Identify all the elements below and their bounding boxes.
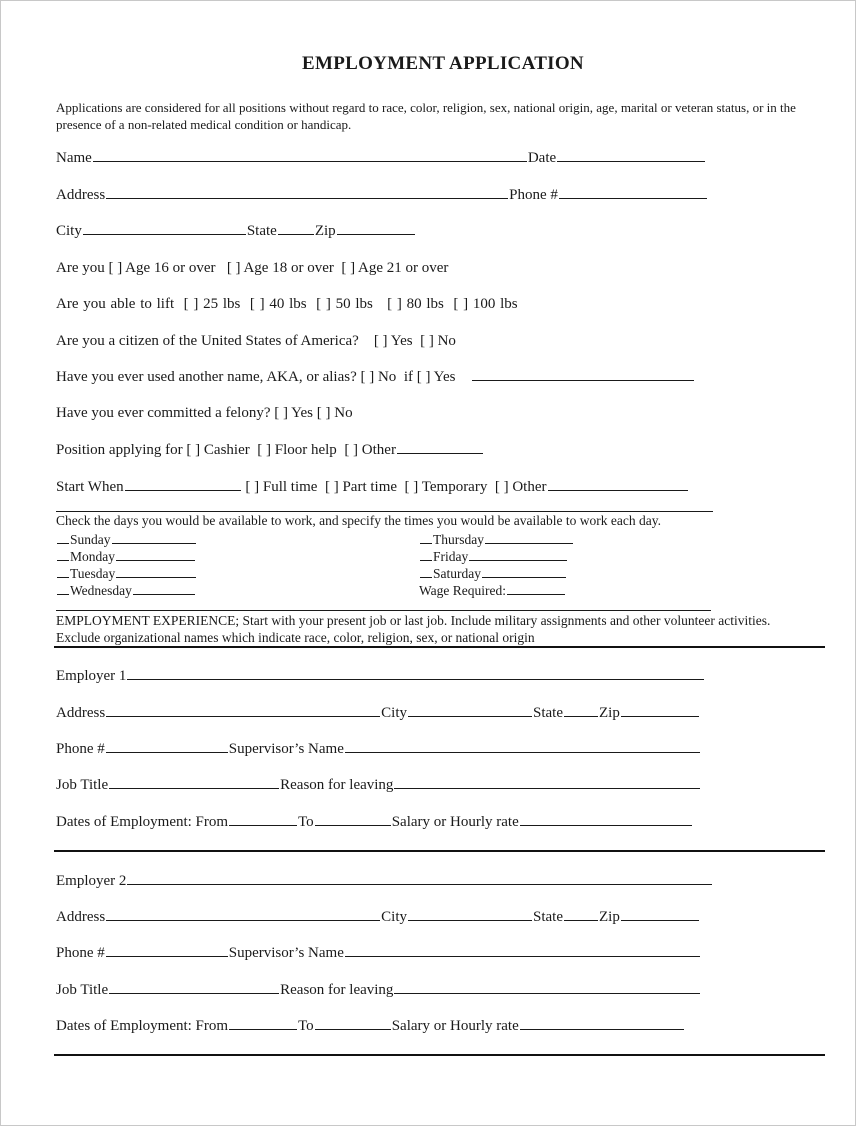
date-label: Date [527, 150, 557, 166]
section-divider [54, 850, 825, 852]
thursday-label: Thursday [433, 532, 484, 547]
employer1-reason-label: Reason for leaving [280, 777, 394, 793]
employer2-address-field[interactable] [106, 907, 380, 921]
employer2-address-label: Address [56, 909, 106, 925]
employer2-state-field[interactable] [564, 907, 598, 921]
employer1-address-label: Address [56, 705, 106, 721]
monday-label: Monday [70, 549, 115, 564]
start-date-field[interactable] [125, 477, 241, 491]
employer1-city-field[interactable] [408, 703, 532, 717]
lift-100-checkbox[interactable]: [ ] 100 lbs [453, 296, 518, 312]
saturday-times-field[interactable] [482, 563, 566, 578]
employer1-address-row [56, 703, 700, 723]
name-field[interactable] [93, 148, 527, 162]
employer1-row [56, 666, 705, 686]
section-divider [54, 646, 825, 648]
phone-field[interactable] [559, 185, 707, 199]
employer2-job-title-label: Job Title [56, 982, 109, 998]
citizen-label: Are you a citizen of the United States of America? [56, 333, 359, 349]
wednesday-row [56, 580, 196, 599]
employer2-job-title-field[interactable] [109, 980, 279, 994]
employer1-label: Employer 1 [56, 668, 127, 684]
state-label: State [246, 223, 277, 239]
citizen-yes-checkbox[interactable]: [ ] Yes [373, 333, 413, 349]
lift-80-checkbox[interactable]: [ ] 80 lbs [387, 296, 444, 312]
position-row [56, 440, 484, 460]
age-21-checkbox[interactable]: [ ] Age 21 or over [341, 260, 449, 276]
employer2-dates-label: Dates of Employment: From [56, 1018, 229, 1034]
sunday-check[interactable] [57, 529, 69, 544]
friday-check[interactable] [420, 546, 432, 561]
start-label: Start When [56, 479, 124, 495]
alias-label: Have you ever used another name, AKA, or alias? [56, 369, 357, 385]
wage-label: Wage Required: [419, 583, 507, 598]
section-divider [54, 1054, 825, 1056]
experience-line-1: EMPLOYMENT EXPERIENCE; Start with your present job or last job. Include military assignments and other volunteer activities. [56, 613, 771, 628]
employer1-name-field[interactable] [127, 666, 704, 680]
employer1-job-row [56, 775, 701, 795]
city-label: City [56, 223, 82, 239]
age-label: Are you [56, 260, 105, 276]
employer2-supervisor-label: Supervisor’s Name [228, 945, 344, 961]
page-title: EMPLOYMENT APPLICATION [302, 53, 584, 74]
saturday-check[interactable] [420, 563, 432, 578]
zip-label: Zip [314, 223, 336, 239]
felony-row [56, 403, 353, 423]
name-label: Name [56, 150, 92, 166]
age-row [56, 258, 448, 278]
employer1-city-label: City [381, 705, 408, 721]
lift-40-checkbox[interactable]: [ ] 40 lbs [249, 296, 307, 312]
employer1-state-field[interactable] [564, 703, 598, 717]
employer1-dates-row [56, 812, 693, 832]
alias-yes-checkbox[interactable]: if [ ] Yes [403, 369, 456, 385]
name-date-row [56, 148, 706, 168]
felony-label: Have you ever committed a felony? [56, 405, 271, 421]
divider [56, 610, 711, 611]
wage-row [419, 580, 566, 599]
employer1-zip-field[interactable] [621, 703, 699, 717]
lift-label: Are you able to lift [56, 296, 175, 312]
employer1-zip-label: Zip [599, 705, 620, 721]
citizen-no-checkbox[interactable]: [ ] No [420, 333, 456, 349]
position-other-field[interactable] [397, 440, 483, 454]
lift-25-checkbox[interactable]: [ ] 25 lbs [183, 296, 241, 312]
city-state-zip-row [56, 221, 416, 241]
availability-instructions: Check the days you would be available to work, and specify the times you would be available to work each day. [56, 513, 661, 528]
employer2-salary-field[interactable] [520, 1016, 684, 1030]
city-field[interactable] [83, 221, 246, 235]
wednesday-check[interactable] [57, 580, 69, 595]
monday-check[interactable] [57, 546, 69, 561]
felony-no-checkbox[interactable]: [ ] No [316, 405, 353, 421]
employer2-name-field[interactable] [127, 871, 712, 885]
employer1-phone-field[interactable] [106, 739, 228, 753]
wage-field[interactable] [507, 580, 565, 595]
employer1-supervisor-field[interactable] [345, 739, 700, 753]
employer2-supervisor-field[interactable] [345, 943, 700, 957]
friday-label: Friday [433, 549, 469, 564]
employer1-phone-row [56, 739, 701, 759]
address-field[interactable] [106, 185, 508, 199]
employer2-phone-row [56, 943, 701, 963]
lift-50-checkbox[interactable]: [ ] 50 lbs [316, 296, 373, 312]
sunday-label: Sunday [70, 532, 111, 547]
wednesday-times-field[interactable] [133, 580, 195, 595]
employer2-to-field[interactable] [315, 1016, 391, 1030]
employer1-salary-label: Salary or Hourly rate [391, 814, 519, 830]
intro-text: Applications are considered for all positions without regard to race, color, religion, sex, national origin, age, marital or veteran status, or in the presence of a non-related medical condition or handicap. [56, 100, 796, 132]
date-field[interactable] [557, 148, 705, 162]
employer2-row [56, 871, 713, 891]
alias-row [56, 367, 695, 387]
employer2-dates-row [56, 1016, 685, 1036]
friday-times-field[interactable] [469, 546, 567, 561]
employer1-from-field[interactable] [229, 812, 297, 826]
felony-yes-checkbox[interactable]: [ ] Yes [274, 405, 314, 421]
employer2-phone-label: Phone # [56, 945, 105, 961]
position-cashier-checkbox[interactable]: [ ] Cashier [186, 442, 250, 458]
lift-row [56, 294, 518, 314]
address-label: Address [56, 187, 106, 203]
sunday-times-field[interactable] [112, 529, 196, 544]
employer1-address-field[interactable] [106, 703, 380, 717]
tuesday-label: Tuesday [70, 566, 116, 581]
wednesday-label: Wednesday [70, 583, 132, 598]
employer1-to-field[interactable] [315, 812, 391, 826]
employer1-job-title-label: Job Title [56, 777, 109, 793]
employer1-dates-label: Dates of Employment: From [56, 814, 229, 830]
start-part-time-checkbox[interactable]: [ ] Part time [324, 479, 398, 495]
employer2-salary-label: Salary or Hourly rate [391, 1018, 519, 1034]
start-other-field[interactable] [548, 477, 688, 491]
employer2-city-field[interactable] [408, 907, 532, 921]
employer2-from-field[interactable] [229, 1016, 297, 1030]
employer2-job-row [56, 980, 701, 1000]
employer2-reason-label: Reason for leaving [280, 982, 394, 998]
experience-line-2: Exclude organizational names which indicate race, color, religion, sex, or national origin [56, 630, 535, 645]
thursday-check[interactable] [420, 529, 432, 544]
thursday-times-field[interactable] [485, 529, 573, 544]
start-row [56, 477, 689, 497]
employer2-phone-field[interactable] [106, 943, 228, 957]
tuesday-check[interactable] [57, 563, 69, 578]
employer2-address-row [56, 907, 700, 927]
start-other-checkbox[interactable]: [ ] Other [494, 479, 547, 495]
saturday-label: Saturday [433, 566, 481, 581]
citizen-row [56, 331, 456, 351]
start-temporary-checkbox[interactable]: [ ] Temporary [404, 479, 488, 495]
address-phone-row [56, 185, 708, 205]
employer1-reason-field[interactable] [394, 775, 700, 789]
employer1-phone-label: Phone # [56, 741, 105, 757]
employer1-supervisor-label: Supervisor’s Name [228, 741, 344, 757]
position-floor-help-checkbox[interactable]: [ ] Floor help [257, 442, 337, 458]
zip-field[interactable] [337, 221, 415, 235]
age-16-checkbox[interactable]: [ ] Age 16 or over [108, 260, 216, 276]
employer2-to-label: To [298, 1018, 314, 1034]
tuesday-times-field[interactable] [116, 563, 196, 578]
employer1-to-label: To [298, 814, 314, 830]
age-18-checkbox[interactable]: [ ] Age 18 or over [226, 260, 334, 276]
phone-label: Phone # [509, 187, 558, 203]
employer2-state-label: State [533, 909, 564, 925]
start-full-time-checkbox[interactable]: [ ] Full time [245, 479, 318, 495]
monday-times-field[interactable] [116, 546, 195, 561]
employer2-zip-field[interactable] [621, 907, 699, 921]
position-other-checkbox[interactable]: [ ] Other [344, 442, 396, 458]
employer2-zip-label: Zip [599, 909, 620, 925]
employer2-reason-field[interactable] [394, 980, 700, 994]
employer1-salary-field[interactable] [520, 812, 692, 826]
alias-no-checkbox[interactable]: [ ] No [360, 369, 397, 385]
employer1-job-title-field[interactable] [109, 775, 279, 789]
employer1-state-label: State [533, 705, 564, 721]
alias-name-field[interactable] [472, 367, 694, 381]
state-field[interactable] [278, 221, 314, 235]
position-label: Position applying for [56, 442, 183, 458]
employer2-city-label: City [381, 909, 408, 925]
employer2-label: Employer 2 [56, 873, 127, 889]
